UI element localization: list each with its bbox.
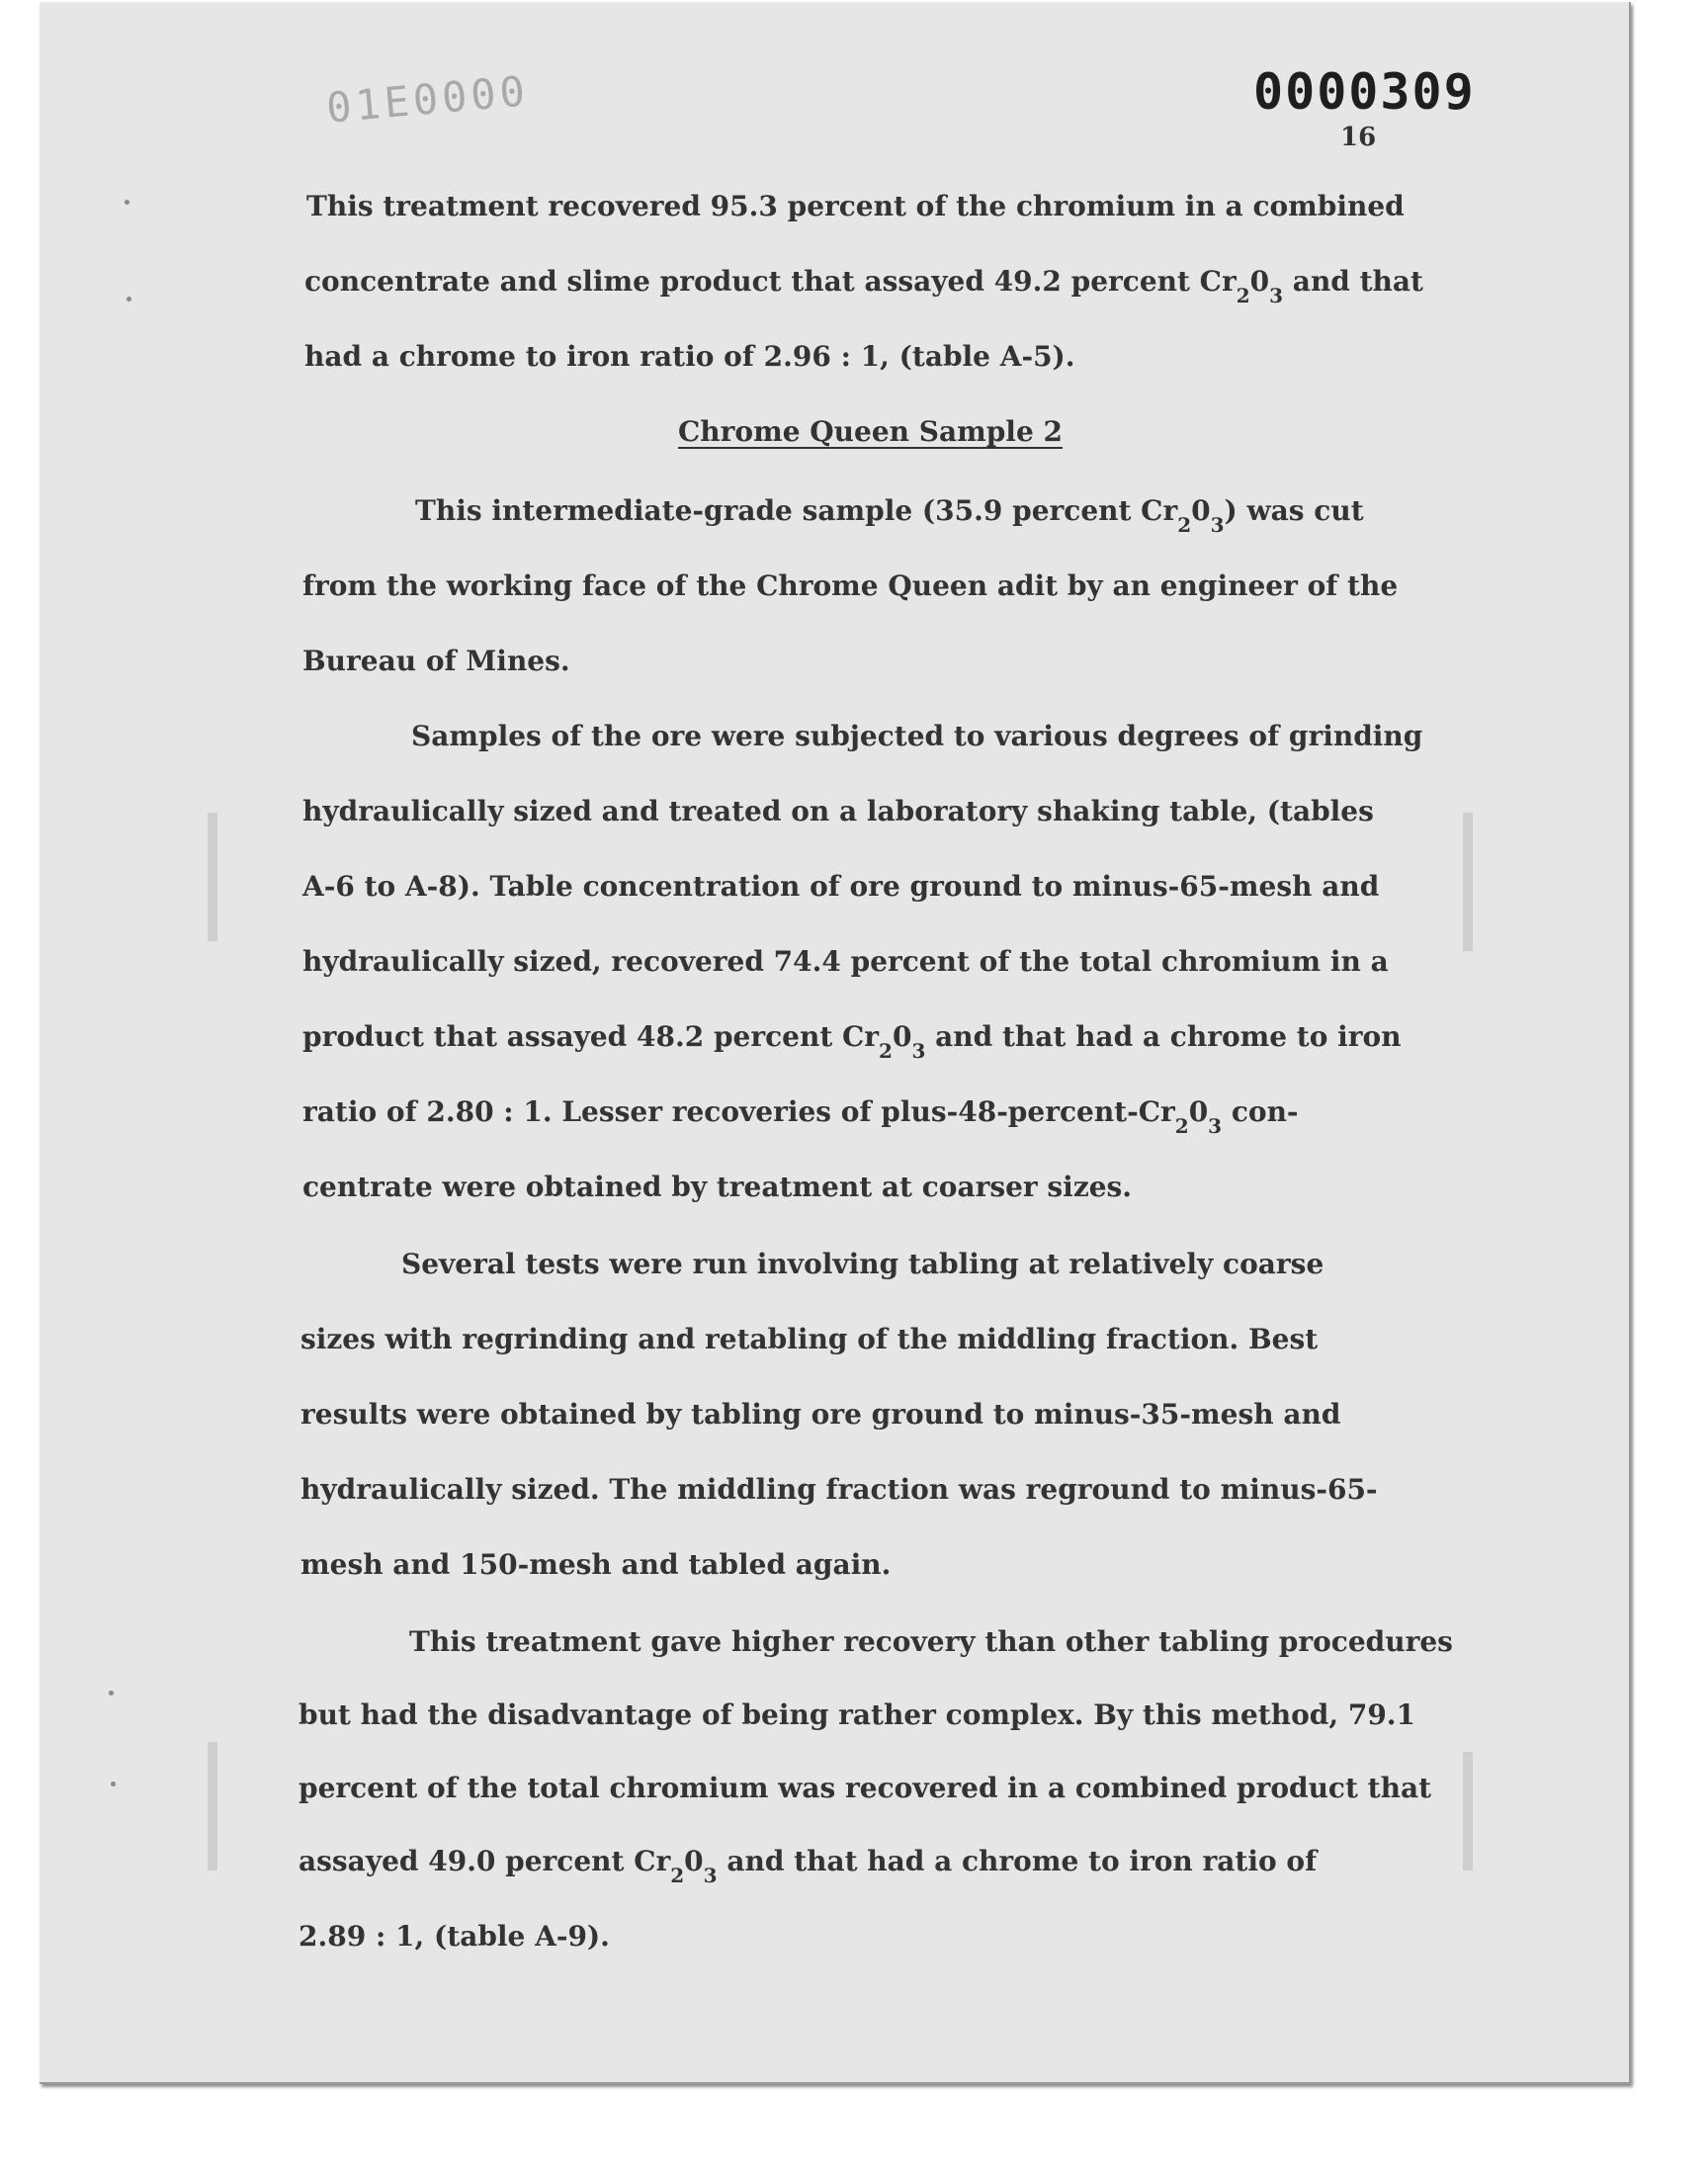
scan-artifact	[1463, 813, 1473, 951]
text-line: This treatment recovered 95.3 percent of the chromium in a combined	[306, 190, 1405, 222]
text-line: results were obtained by tabling ore ground to minus-35-mesh and	[300, 1398, 1341, 1431]
text-line: This intermediate-grade sample (35.9 percent $Cr_20_3$) was cut	[415, 494, 1364, 537]
text-line: hydraulically sized and treated on a laboratory shaking table, (tables	[302, 795, 1374, 827]
text-line: Bureau of Mines.	[302, 645, 570, 677]
text-line: Samples of the ore were subjected to various degrees of grinding	[411, 720, 1423, 752]
section-heading: Chrome Queen Sample 2	[678, 415, 1063, 448]
text-line: centrate were obtained by treatment at coarser sizes.	[302, 1171, 1133, 1203]
scan-speck	[127, 297, 131, 302]
text-line: percent of the total chromium was recovered in a combined product that	[299, 1772, 1432, 1804]
text-line: but had the disadvantage of being rather complex. By this method, 79.1	[299, 1698, 1416, 1731]
text-line: concentrate and slime product that assayed 49.2 percent $Cr_20_3$ and that	[304, 265, 1423, 307]
text-line: hydraulically sized, recovered 74.4 percent of the total chromium in a	[302, 945, 1389, 978]
text-line: product that assayed 48.2 percent $Cr_20_3$ and that had a chrome to iron	[302, 1020, 1402, 1063]
text-line: mesh and 150-mesh and tabled again.	[300, 1548, 892, 1581]
scan-speck	[111, 1782, 116, 1786]
text-line: from the working face of the Chrome Queen adit by an engineer of the	[302, 569, 1399, 602]
scan-artifact	[208, 1742, 217, 1870]
scan-artifact	[1463, 1752, 1473, 1870]
page-number: 16	[1340, 123, 1377, 152]
text-line: This treatment gave higher recovery than other tabling procedures	[409, 1625, 1453, 1658]
text-line: assayed 49.0 percent $Cr_20_3$ and that had a chrome to iron ratio of	[299, 1845, 1318, 1887]
text-line: had a chrome to iron ratio of 2.96 : 1, (table A-5).	[304, 340, 1075, 373]
stamp-number-left: 01E0000	[324, 66, 531, 132]
scan-speck	[125, 200, 129, 205]
text-line: A-6 to A-8). Table concentration of ore ground to minus-65-mesh and	[302, 870, 1380, 903]
stamp-number-right: 0000309	[1253, 63, 1476, 121]
text-line: ratio of 2.80 : 1. Lesser recoveries of plus-$48-percent-Cr_20_3$ con-	[302, 1095, 1299, 1138]
text-line: Several tests were run involving tabling at relatively coarse	[401, 1248, 1324, 1280]
text-line: hydraulically sized. The middling fraction was reground to minus-65-	[300, 1473, 1378, 1506]
text-line: sizes with regrinding and retabling of the middling fraction. Best	[300, 1323, 1319, 1355]
scan-artifact	[208, 813, 217, 941]
scan-speck	[109, 1691, 114, 1696]
text-line: 2.89 : 1, (table A-9).	[299, 1920, 610, 1953]
